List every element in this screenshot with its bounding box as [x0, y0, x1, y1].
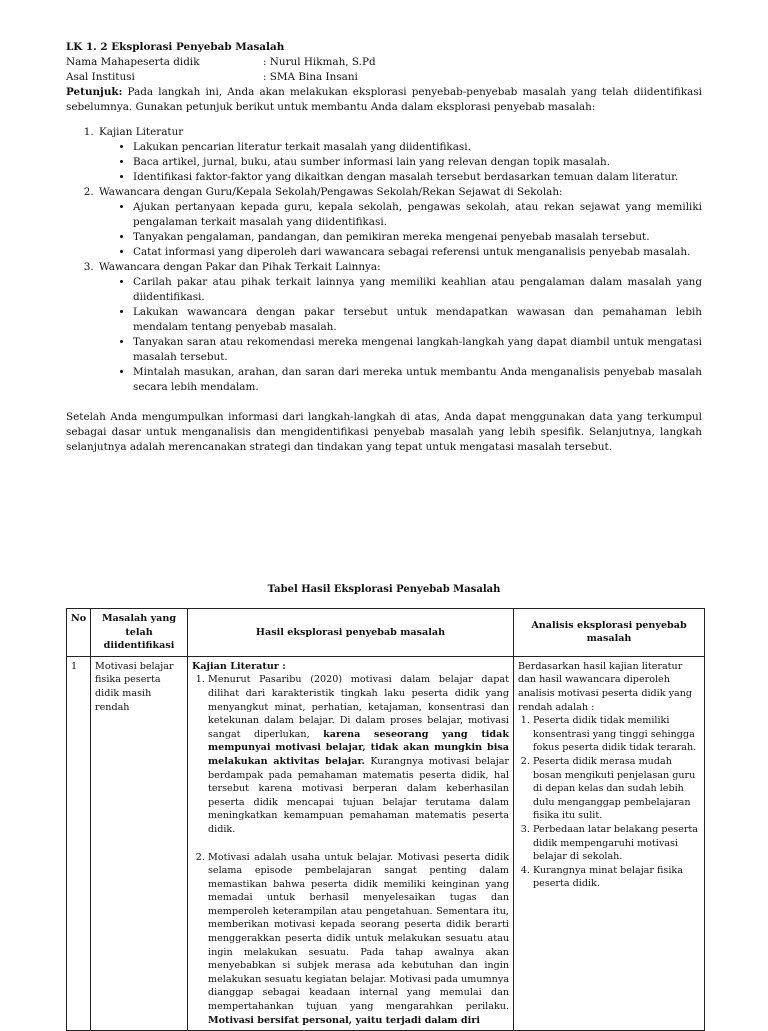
petunjuk-paragraph	[66, 85, 702, 115]
bullet-item: • Identifikasi faktor-faktor yang dikaitkan dengan masalah tersebut berdasarkan temuan dalam literatur.	[133, 170, 702, 185]
analisis-item: 4. Kurangnya minat belajar fisika peserta didik.	[533, 864, 700, 891]
header-hasil: Hasil eksplorasi penyebab masalah	[188, 609, 514, 657]
cell-no: 1	[67, 656, 91, 1030]
document-body	[66, 40, 702, 455]
result-table	[66, 608, 705, 1031]
header-no: No	[67, 609, 91, 657]
header-analisis: Analisis eksplorasi penyebab masalah	[514, 609, 705, 657]
bullet-item: • Mintalah masukan, arahan, dan saran dari mereka untuk membantu Anda menganalisis penyebab masalah secara lebih mendalam.	[133, 365, 702, 395]
hasil-text: Menurut Pasaribu (2020) motivasi dalam belajar dapat dilihat dari karakteristik tingkah laku peserta didik yang menyangkut minat, perhatian, ketajaman, konsentrasi dan ketekunan dalam belajar. Di dalam proses belajar, motivasi sangat diperlukan,	[208, 674, 509, 740]
analisis-item: 3. Perbedaan latar belakang peserta didik mempengaruhi motivasi belajar di sekolah.	[533, 823, 700, 864]
hasil-item	[208, 673, 509, 836]
analisis-intro: Berdasarkan hasil kajian literatur dan hasil wawancara diperoleh analisis motivasi peserta didik yang rendah adalah :	[518, 660, 693, 713]
bullet-item: • Ajukan pertanyaan kepada guru, kepala sekolah, pengawas sekolah, atau rekan sejawat yang memiliki pengalaman terkait masalah yang diidentifikasi.	[133, 200, 702, 230]
step-bullets	[99, 200, 702, 260]
hasil-list	[192, 673, 509, 1027]
hasil-bold-text: Motivasi bersifat personal, yaitu terjadi dalam diri	[208, 1014, 480, 1026]
table-title: Tabel Hasil Eksplorasi Penyebab Masalah	[267, 584, 501, 595]
step-item	[97, 125, 702, 185]
bullet-item: • Tanyakan saran atau rekomendasi mereka mengenai langkah-langkah yang dapat diambil untuk mengatasi masalah tersebut.	[133, 335, 702, 365]
cell-hasil	[188, 656, 514, 1030]
kajian-literatur-label: Kajian Literatur :	[192, 660, 286, 672]
cell-analisis	[514, 656, 705, 1030]
step-item	[97, 185, 702, 260]
step-title: Wawancara dengan Guru/Kepala Sekolah/Pengawas Sekolah/Rekan Sejawat di Sekolah:	[99, 186, 563, 198]
hasil-text: Motivasi adalah usaha untuk belajar. Motivasi peserta didik selama episode pembelajaran sangat penting dalam memastikan bahwa peserta didik memiliki keinginan yang memadai untuk berhasil menyelesaikan tugas dan memperoleh keterampilan atau pengetahuan. Sementara itu, memberikan motivasi kepada seorang peserta didik berarti menggerakkan peserta didik untuk melakukan sesuatu atau ingin melakukan sesuatu. Pada tahap awalnya akan menyebabkan si subjek merasa ada kebutuhan dan ingin melakukan sesuatu kegiatan belajar. Motivasi pada umumnya dianggap sebagai keadaan internal yang memulai dan mempertahankan tujuan yang mengarahkan perilaku.	[208, 851, 509, 1013]
petunjuk-label: Petunjuk:	[66, 86, 123, 98]
hasil-item	[208, 851, 509, 1028]
step-bullets	[99, 275, 702, 395]
analisis-item: 1. Peserta didik tidak memiliki konsentrasi yang tinggi sehingga fokus peserta didik tidak terarah.	[533, 714, 700, 755]
bullet-item: • Catat informasi yang diperoleh dari wawancara sebagai referensi untuk menganalisis penyebab masalah.	[133, 245, 702, 260]
cell-masalah: Motivasi belajar fisika peserta didik masih rendah	[91, 656, 188, 1030]
steps-list	[66, 125, 702, 395]
hasil-text: Kurangnya motivasi belajar berdampak pada pemahaman matematis peserta didik, hal tersebut karena motivasi berperan dalam keberhasilan peserta didik mencapai tujuan belajar terutama dalam meningkatkan kemampuan pemahaman matematis peserta didik.	[208, 755, 509, 835]
analisis-item: 2. Peserta didik merasa mudah bosan mengikuti penjelasan guru di depan kelas dan sudah lebih dulu menganggap pembelajaran fisika itu sulit.	[533, 755, 700, 823]
hasil-bold-text: karena seseorang yang tidak mempunyai motivasi belajar, tidak akan mungkin bisa melakukan aktivitas belajar.	[208, 728, 510, 767]
analisis-list	[518, 714, 700, 891]
bullet-item: • Carilah pakar atau pihak terkait lainnya yang memiliki keahlian atau pengalaman dalam masalah yang diidentifikasi.	[133, 275, 702, 305]
bullet-item: • Lakukan wawancara dengan pakar tersebut untuk mendapatkan wawasan dan pemahaman lebih mendalam tentang penyebab masalah.	[133, 305, 702, 335]
info-label: Nama Mahapeserta didik	[66, 56, 200, 68]
document-title: LK 1. 2 Eksplorasi Penyebab Masalah	[66, 41, 285, 53]
info-value: : Nurul Hikmah, S.Pd	[263, 56, 376, 68]
bullet-item: • Tanyakan pengalaman, pandangan, dan pemikiran mereka mengenai penyebab masalah tersebut.	[133, 230, 702, 245]
bullet-item: • Lakukan pencarian literatur terkait masalah yang diidentifikasi.	[133, 140, 702, 155]
info-row-institusi	[66, 70, 702, 85]
petunjuk-text: Pada langkah ini, Anda akan melakukan eksplorasi penyebab-penyebab masalah yang telah diidentifikasi sebelumnya. Gunakan petunjuk berikut untuk membantu Anda dalam eksplorasi penyebab masalah:	[66, 86, 702, 113]
table-header-row	[67, 609, 705, 657]
bullet-item: • Baca artikel, jurnal, buku, atau sumber informasi lain yang relevan dengan topik masalah.	[133, 155, 702, 170]
step-title: Kajian Literatur	[99, 126, 184, 138]
info-label: Asal Institusi	[66, 71, 135, 83]
info-row-nama	[66, 55, 702, 70]
info-value: : SMA Bina Insani	[263, 71, 358, 83]
table-row	[67, 656, 705, 1030]
step-bullets	[99, 140, 702, 185]
header-masalah: Masalah yang telah diidentifikasi	[91, 609, 188, 657]
step-item	[97, 260, 702, 395]
closing-paragraph: Setelah Anda mengumpulkan informasi dari langkah-langkah di atas, Anda dapat menggunakan data yang terkumpul sebagai dasar untuk menganalisis dan mengidentifikasi penyebab masalah yang lebih spesifik. Selanjutnya, langkah selanjutnya adalah merencanakan strategi dan tindakan yang tepat untuk mengatasi masalah tersebut.	[66, 411, 702, 453]
step-title: Wawancara dengan Pakar dan Pihak Terkait Lainnya:	[99, 261, 381, 273]
